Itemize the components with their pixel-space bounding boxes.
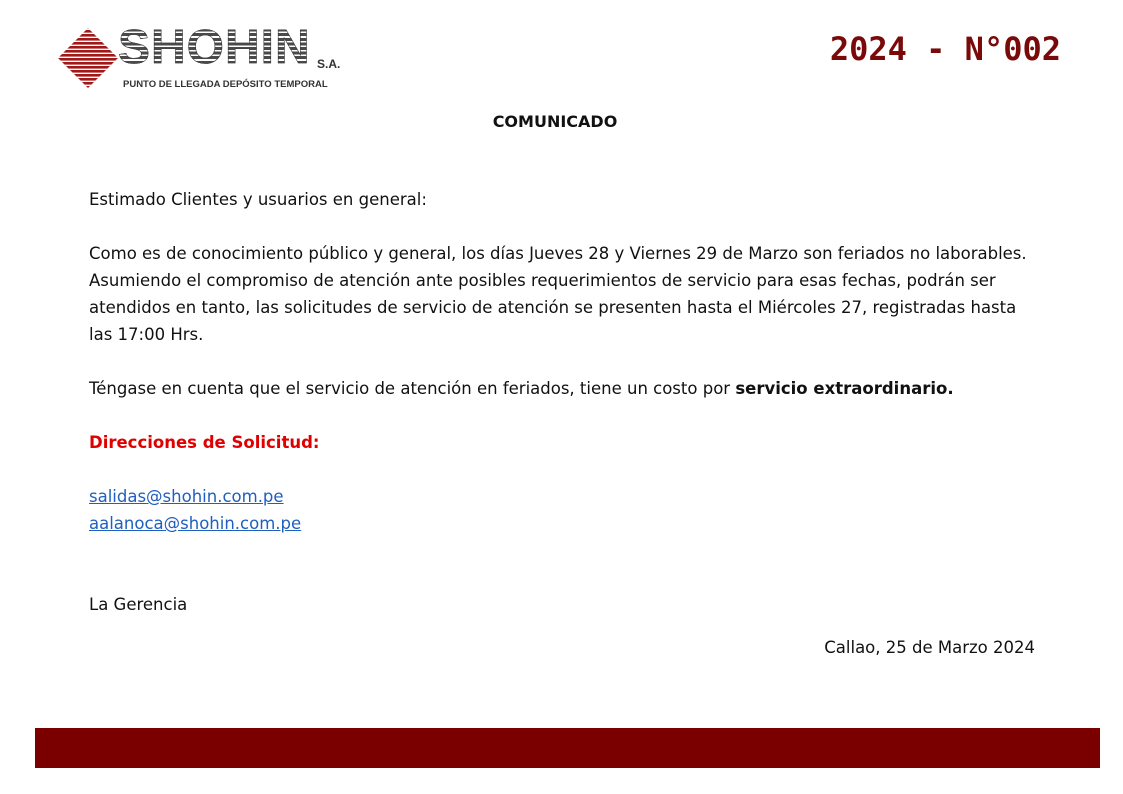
letter-body: [89, 186, 1034, 618]
diamond-logo-icon: [56, 26, 120, 90]
document-title: COMUNICADO: [492, 112, 618, 131]
email-link-aalanoca[interactable]: aalanoca@shohin.com.pe: [89, 514, 302, 533]
place-and-date: Callao, 25 de Marzo 2024: [824, 638, 1035, 657]
logo-suffix: S.A.: [317, 57, 341, 71]
paragraph-holidays: Como es de conocimiento público y general, los días Jueves 28 y Viernes 29 de Marzo son feriados no laborables. Asumiendo el compromiso de atención ante posibles requerimientos de servicio para esas fechas, podrán ser atendidos en tanto, las solicitudes de servicio de atención se presenten hasta el Miércoles 27, registradas hasta las 17:00 Hrs.: [89, 244, 1027, 344]
document-number: 2024 - N°002: [829, 30, 1061, 68]
logo-tagline: PUNTO DE LLEGADA DEPÓSITO TEMPORAL: [123, 79, 328, 90]
paragraph-cost-bold: servicio extraordinario.: [735, 379, 954, 398]
footer-bar: [35, 728, 1100, 768]
paragraph-cost-text: Téngase en cuenta que el servicio de atención en feriados, tiene un costo por: [89, 379, 736, 398]
greeting: Estimado Clientes y usuarios en general:: [89, 190, 427, 209]
logo-wordmark: SHOHIN: [118, 21, 311, 74]
company-logo: [56, 21, 376, 94]
email-list: [89, 483, 1034, 537]
directions-heading: Direcciones de Solicitud:: [89, 433, 320, 452]
paragraph-cost: [89, 375, 1034, 402]
signature: La Gerencia: [89, 595, 188, 614]
email-link-salidas[interactable]: salidas@shohin.com.pe: [89, 487, 284, 506]
